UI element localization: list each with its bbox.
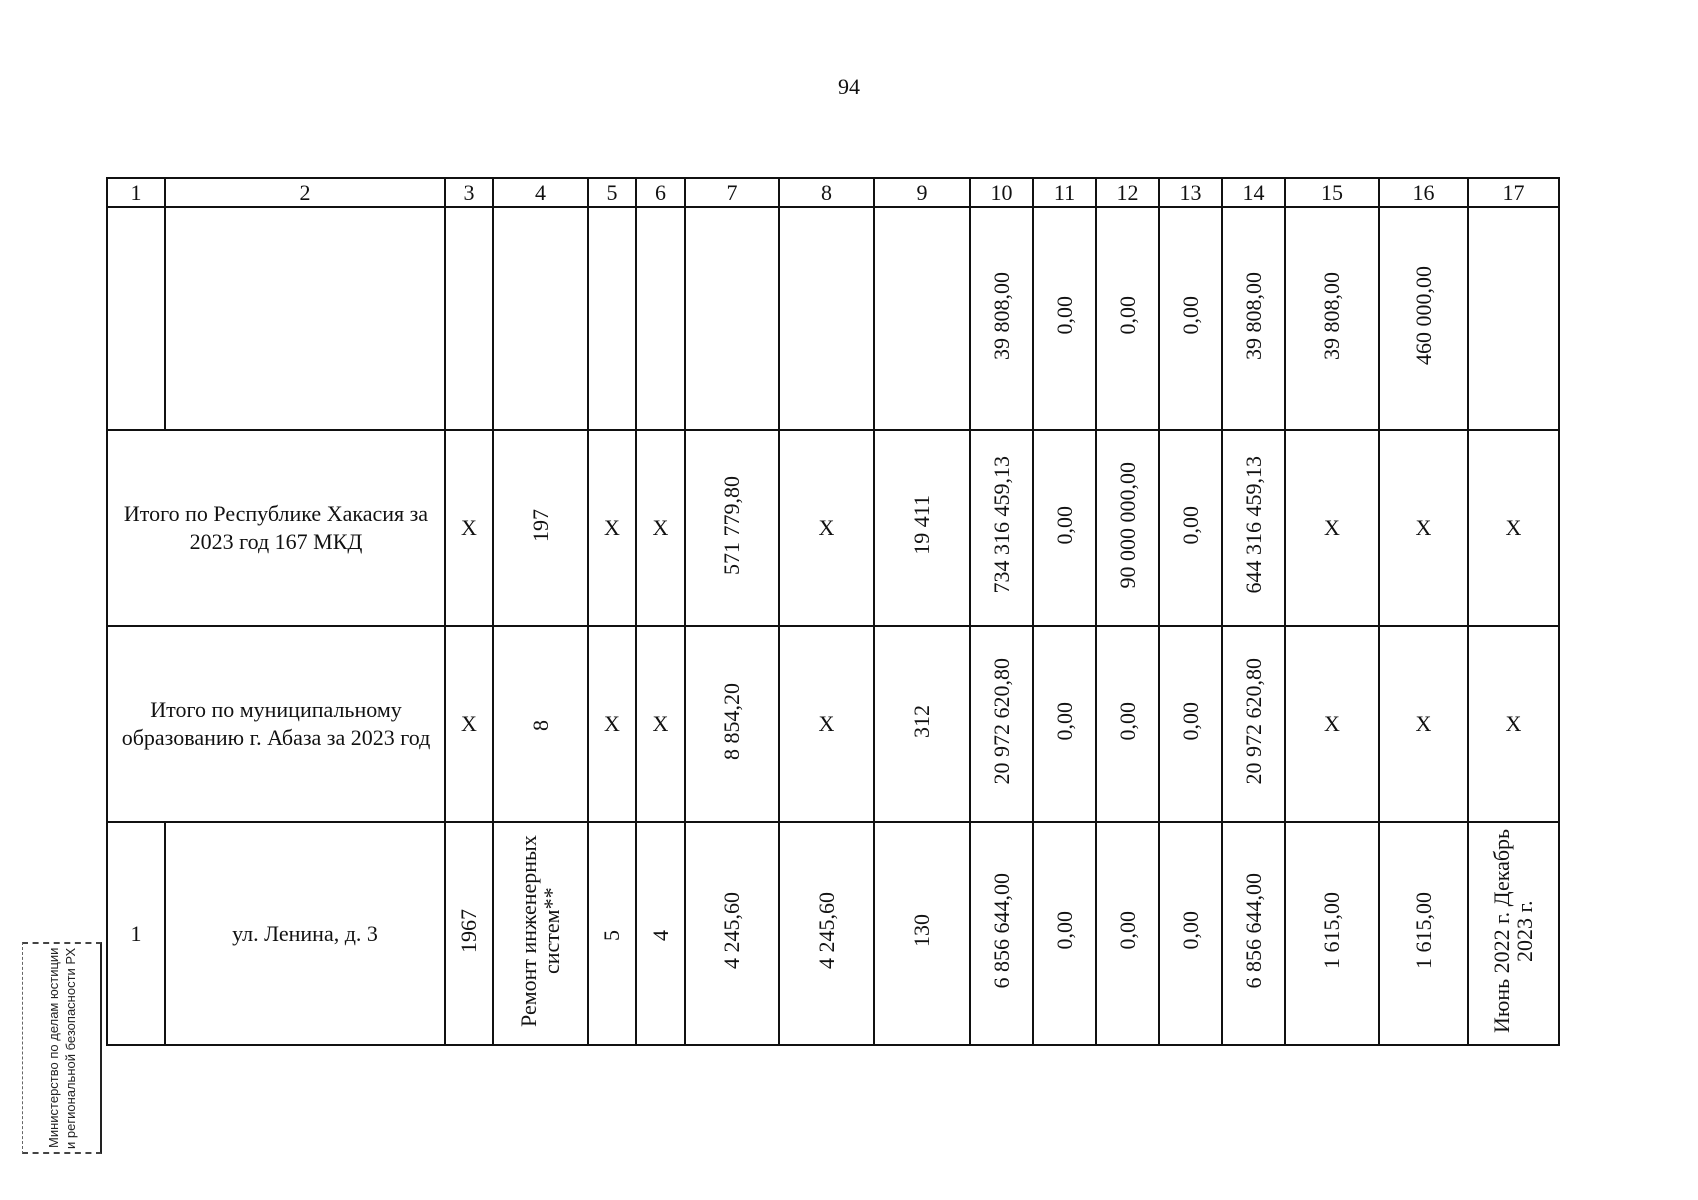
table-cell — [1468, 822, 1559, 1045]
cell-value: 19 411 — [909, 495, 935, 555]
cell-value: 39 808,00 — [988, 271, 1014, 360]
table-cell — [874, 430, 970, 626]
cell-value: 8 — [527, 720, 553, 731]
header-cell: 10 — [970, 178, 1033, 207]
table-cell: Х — [1379, 626, 1468, 822]
table-cell — [874, 626, 970, 822]
table-cell — [107, 207, 165, 430]
table-cell: Х — [1468, 430, 1559, 626]
table-cell — [1379, 822, 1468, 1045]
cell-value: 0,00 — [1051, 296, 1077, 335]
cell-value: 0,00 — [1051, 505, 1077, 545]
cell-value: 0,00 — [1114, 911, 1140, 950]
cell-value: 6 856 644,00 — [988, 872, 1014, 989]
table-cell — [588, 822, 636, 1045]
table-cell — [1159, 822, 1222, 1045]
ministry-stamp — [22, 942, 102, 1154]
table-cell — [1033, 207, 1096, 430]
header-cell: 17 — [1468, 178, 1559, 207]
table-cell — [779, 822, 874, 1045]
table-cell: Х — [636, 430, 685, 626]
table-cell: Х — [588, 430, 636, 626]
cell-value: 0,00 — [1177, 911, 1203, 950]
table-cell — [970, 430, 1033, 626]
table-row — [107, 207, 1559, 430]
cell-value: 0,00 — [1177, 296, 1203, 335]
cell-value: 644 316 459,13 — [1240, 456, 1266, 594]
cell-value: 1 615,00 — [1319, 892, 1345, 969]
header-cell: 14 — [1222, 178, 1285, 207]
table-cell: Х — [779, 626, 874, 822]
table-cell — [874, 822, 970, 1045]
table-row — [107, 626, 1559, 822]
table-cell: Х — [636, 626, 685, 822]
cell-value: 0,00 — [1051, 701, 1077, 741]
header-cell: 6 — [636, 178, 685, 207]
cell-value: 39 808,00 — [1240, 271, 1266, 360]
table-cell — [636, 822, 685, 1045]
total-label-cell: Итого по муниципальному образованию г. Абаза за 2023 год — [107, 626, 445, 822]
table-cell — [1159, 626, 1222, 822]
table-cell — [1096, 822, 1159, 1045]
table-cell — [493, 430, 588, 626]
cell-value: 5 — [599, 929, 625, 941]
header-cell: 9 — [874, 178, 970, 207]
cell-value: 39 808,00 — [1319, 271, 1345, 360]
cell-value: 197 — [527, 508, 553, 542]
table-cell — [970, 626, 1033, 822]
header-cell: 3 — [445, 178, 493, 207]
table-cell — [1096, 430, 1159, 626]
cell-value: 130 — [909, 914, 935, 947]
cell-value: 4 245,60 — [813, 892, 839, 969]
address-cell: ул. Ленина, д. 3 — [165, 822, 445, 1045]
cell-value: Июнь 2022 г. Декабрь 2023 г. — [1489, 828, 1538, 1033]
table-cell — [1222, 207, 1285, 430]
cell-value: 1967 — [456, 908, 482, 953]
cell-value: 4 — [647, 929, 673, 941]
header-cell: 7 — [685, 178, 779, 207]
table-cell — [493, 626, 588, 822]
cell-value: 20 972 620,80 — [1240, 657, 1266, 785]
table-cell — [1033, 430, 1096, 626]
table-cell — [1222, 822, 1285, 1045]
table-cell — [1285, 207, 1379, 430]
table-cell — [1379, 207, 1468, 430]
header-cell: 4 — [493, 178, 588, 207]
table-row — [107, 430, 1559, 626]
table-cell — [445, 207, 493, 430]
cell-value: 312 — [909, 704, 935, 738]
cell-value: 1 615,00 — [1410, 892, 1436, 969]
cell-value: 4 245,60 — [719, 892, 745, 969]
header-cell: 15 — [1285, 178, 1379, 207]
table-cell — [685, 822, 779, 1045]
table-cell: Х — [588, 626, 636, 822]
total-label-cell: Итого по Республике Хакасия за 2023 год 167 МКД — [107, 430, 445, 626]
table-cell — [588, 207, 636, 430]
cell-value: 0,00 — [1051, 911, 1077, 950]
cell-value: 6 856 644,00 — [1240, 872, 1266, 989]
header-cell: 2 — [165, 178, 445, 207]
table-cell — [1285, 822, 1379, 1045]
table-cell — [1159, 207, 1222, 430]
table-cell: Х — [1285, 430, 1379, 626]
table-cell — [1222, 430, 1285, 626]
table-cell — [1096, 207, 1159, 430]
table-cell — [874, 207, 970, 430]
cell-value: 0,00 — [1114, 296, 1140, 335]
table-cell — [1159, 430, 1222, 626]
header-cell: 5 — [588, 178, 636, 207]
page-number: 94 — [838, 74, 860, 99]
table-cell — [1033, 626, 1096, 822]
table-cell — [493, 822, 588, 1045]
table-cell — [685, 430, 779, 626]
table-cell — [685, 207, 779, 430]
table-cell: 1 — [107, 822, 165, 1045]
table-cell — [1096, 626, 1159, 822]
table-cell — [1222, 626, 1285, 822]
table-cell: Х — [1468, 626, 1559, 822]
cell-value: 460 000,00 — [1410, 266, 1436, 365]
header-cell: 11 — [1033, 178, 1096, 207]
table-cell — [1033, 822, 1096, 1045]
header-cell: 1 — [107, 178, 165, 207]
table-cell: Х — [445, 430, 493, 626]
header-cell: 13 — [1159, 178, 1222, 207]
table-cell: Х — [779, 430, 874, 626]
cell-value: 0,00 — [1177, 701, 1203, 741]
table-cell — [636, 207, 685, 430]
data-table — [106, 177, 1560, 1046]
table-cell: Х — [1379, 430, 1468, 626]
table-cell — [445, 822, 493, 1045]
table-cell — [970, 822, 1033, 1045]
cell-value: 8 854,20 — [719, 682, 745, 760]
table-cell — [165, 207, 445, 430]
stamp-text: Министерство по делам юстиции и региональной безопасности РХ — [45, 947, 78, 1149]
header-row — [107, 178, 1559, 207]
table-cell — [970, 207, 1033, 430]
cell-value: 90 000 000,00 — [1114, 461, 1140, 589]
table-cell — [1468, 207, 1559, 430]
table-cell — [779, 207, 874, 430]
header-cell: 8 — [779, 178, 874, 207]
header-cell: 12 — [1096, 178, 1159, 207]
cell-value: Ремонт инженерных систем** — [516, 834, 565, 1027]
table-cell: Х — [445, 626, 493, 822]
cell-value: 0,00 — [1177, 505, 1203, 545]
table-cell — [685, 626, 779, 822]
table-cell — [493, 207, 588, 430]
table-cell: Х — [1285, 626, 1379, 822]
cell-value: 734 316 459,13 — [988, 456, 1014, 594]
cell-value: 20 972 620,80 — [988, 657, 1014, 785]
table-row — [107, 822, 1559, 1045]
cell-value: 571 779,80 — [719, 475, 745, 575]
header-cell: 16 — [1379, 178, 1468, 207]
cell-value: 0,00 — [1114, 701, 1140, 741]
